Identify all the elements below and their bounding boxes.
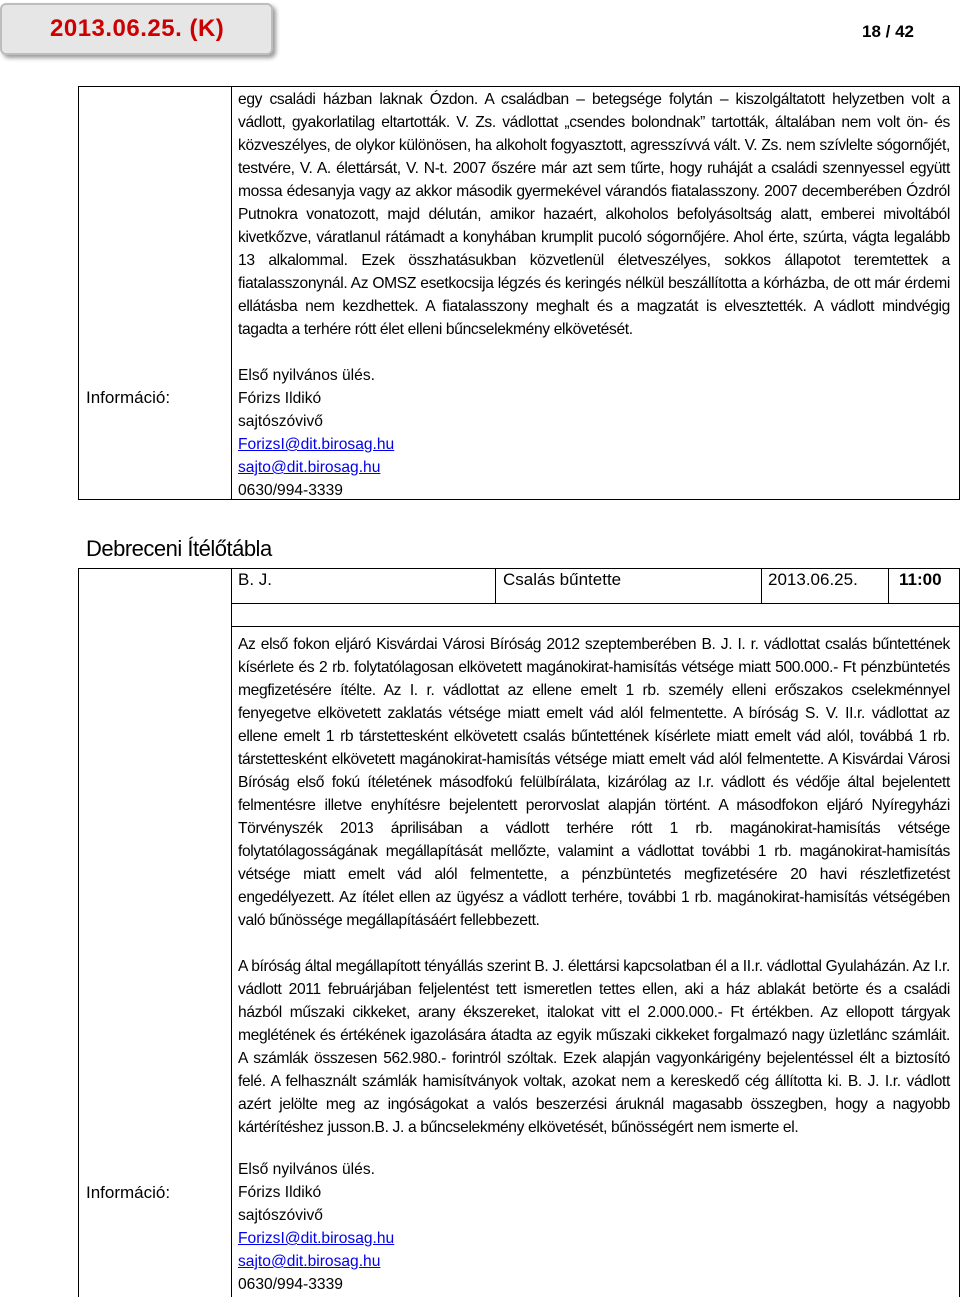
case2-date: 2013.06.25.: [768, 570, 858, 589]
case2-email-forizs-link[interactable]: ForizsI@dit.birosag.hu: [238, 1230, 395, 1247]
court-title: Debreceni Ítélőtábla: [86, 536, 272, 561]
case2-description: Az első fokon eljáró Kisvárdai Városi Bíróság 2012 szeptemberében B. J. I. r. vádlottat csalás bűntettének kísérlete és 2 rb. folytatólagosan elkövetett magánokirat-hamisítás vétsége miatt 500.000.- Ft pénzbüntetés megfizetésére ítélte. Az I. r. vádlottat az ellene emelt 1 rb. személy elleni erőszakos cselekménnyel fenyegetve elkövetett zaklatás vétsége miatt emelt vád alól felmentette. A bíróság S. V. II.r. vádlottat az ellene emelt 1 rb társtettesként elkövetett csalás bűntettének kísérlete miatt emelt vád alól, továbbá 1 rb. társtettesként elkövetett magánokirat-hamisítás vétsége miatt emelt vád alól felmentette. A Kisvárdai Városi Bíróság első fokú ítéletének másodfokú felülbírálata, kizárólag az I.r. vádlott és védője által bejelentett felmentésre illetve enyhítésre bejelentett perorvoslat alapján történt. A másodfokon eljáró Nyíregyházi Törvényszék 2013 áprilisában a vádlott terhére rótt 1 rb. magánokirat-hamisítás vétsége folytatólagosságának megállapítását mellőzte, valamint a vádlottat további 1 rb. magánokirat-hamisítás vétsége miatt emelt vád alól felmentette, a pénzbüntetés megfizetésére 20 havi részletfizetést engedélyezett. Az ítélet ellen az ügyész a vádlott terhére, további 1 rb. magánokirat-hamisítás vétségében való bűnössége megállapításáért fellebbezett.: [238, 636, 950, 929]
court-title-underline: [78, 568, 960, 569]
case2-contact-role: sajtószóvivő: [238, 1207, 323, 1224]
case2-info-label: Információ:: [86, 1183, 171, 1202]
case2-email-sajto-link[interactable]: sajto@dit.birosag.hu: [238, 1253, 381, 1270]
page-number: 18 / 42: [862, 22, 914, 41]
case2-description2: A bíróság által megállapított tényállás szerint B. J. élettársi kapcsolatban él a II.r. vádlottal Gyulaházán. Az I.r. vádlott 2011 februárjában feljelentést tett ismeretlen tettes ellen, aki a ház ablakát betörte és a családi házból műszaki cikkeket, arany ékszereket, italokat vitt el 2.000.000.- Ft értékben. Az ellopott tárgyak meglétének és értékének igazolására átadta az egyik műszaki cikkeket forgalmazó nagy üzletlánc számláit. A számlák összesen 562.980.- forintról szóltak. Ezek alapján vagyonkárigény bejelentéssel élt a biztosító felé. A felhasznált számlák hamisítványok voltak, azokat nem a kereskedő cég állította ki. B. J. I.r. vádlott azért jelölte meg az ingóságokat a valós beszerzési áruknál magasabb összegben, hogy a nagyobb kártérítéshez jusson.B. J. a bűncselekmény elkövetését, bűnösségért nem ismerte el.: [238, 958, 950, 1136]
case1-phone: 0630/994-3339: [238, 482, 343, 499]
case2-phone: 0630/994-3339: [238, 1276, 343, 1293]
case1-description: egy családi házban laknak Ózdon. A családban – betegsége folytán – kiszolgáltatott helyzetben volt a vádlott, gyakorlatilag eltartották. V. Zs. vádlottat „csendes bolondnak” tartották, általában nem volt ön- és közveszélyes, de olykor különösen, ha alkoholt fogyasztott, agresszívvá vált. V. Zs. nem szívlelte sógornőjét, testvére, V. A. élettársát, V. N-t. 2007 őszére már azt sem tűrte, hogy ruháját a családi szennyessel együtt mossa édesanyja vagy az akkor második gyermekével várandós fiatalasszony. 2007 decemberében Ózdról Putnokra vonatozott, majd délután, amikor hazaért, alkoholos befolyásoltság alatt, emberei mivoltából kivetkőzve, váratlanul rátámadt a konyhában krumplit pucoló sógornőjére. Ahol érte, szúrta, vágta legalább 13 alkalommal. Ezek összhatásukban közvetlenül életveszélyes, sokkos állapotot teremtettek a fiatalasszonynál. Az OMSZ esetkocsija légzés és keringés nélkül beszállította a kórházba, de ott már érdemi ellátásba nem kezdhettek. A fiatalasszony meghalt és a magzatát is elvesztették. A vádlott mindvégig tagadta a terhére rótt élet elleni bűncselekmény elkövetését.: [238, 91, 950, 338]
case2-hearing: Első nyilvános ülés.: [238, 1161, 375, 1178]
case2-defendant: B. J.: [238, 570, 273, 589]
case2-contact: [238, 1158, 394, 1296]
case2-time: 11:00: [899, 570, 942, 589]
case1-hearing: Első nyilvános ülés.: [238, 367, 375, 384]
case1-email-forizs-link[interactable]: ForizsI@dit.birosag.hu: [238, 436, 395, 453]
case1-email-sajto-link[interactable]: sajto@dit.birosag.hu: [238, 459, 381, 476]
case2-contact-name: Fórizs Ildikó: [238, 1184, 322, 1201]
case1-contact: [238, 364, 394, 502]
date-header: 2013.06.25. (K): [0, 3, 273, 55]
case2-charge: Csalás bűntette: [503, 570, 622, 589]
case1-contact-role: sajtószóvivő: [238, 413, 323, 430]
case1-contact-name: Fórizs Ildikó: [238, 390, 322, 407]
case1-info-label: Információ:: [86, 388, 171, 407]
